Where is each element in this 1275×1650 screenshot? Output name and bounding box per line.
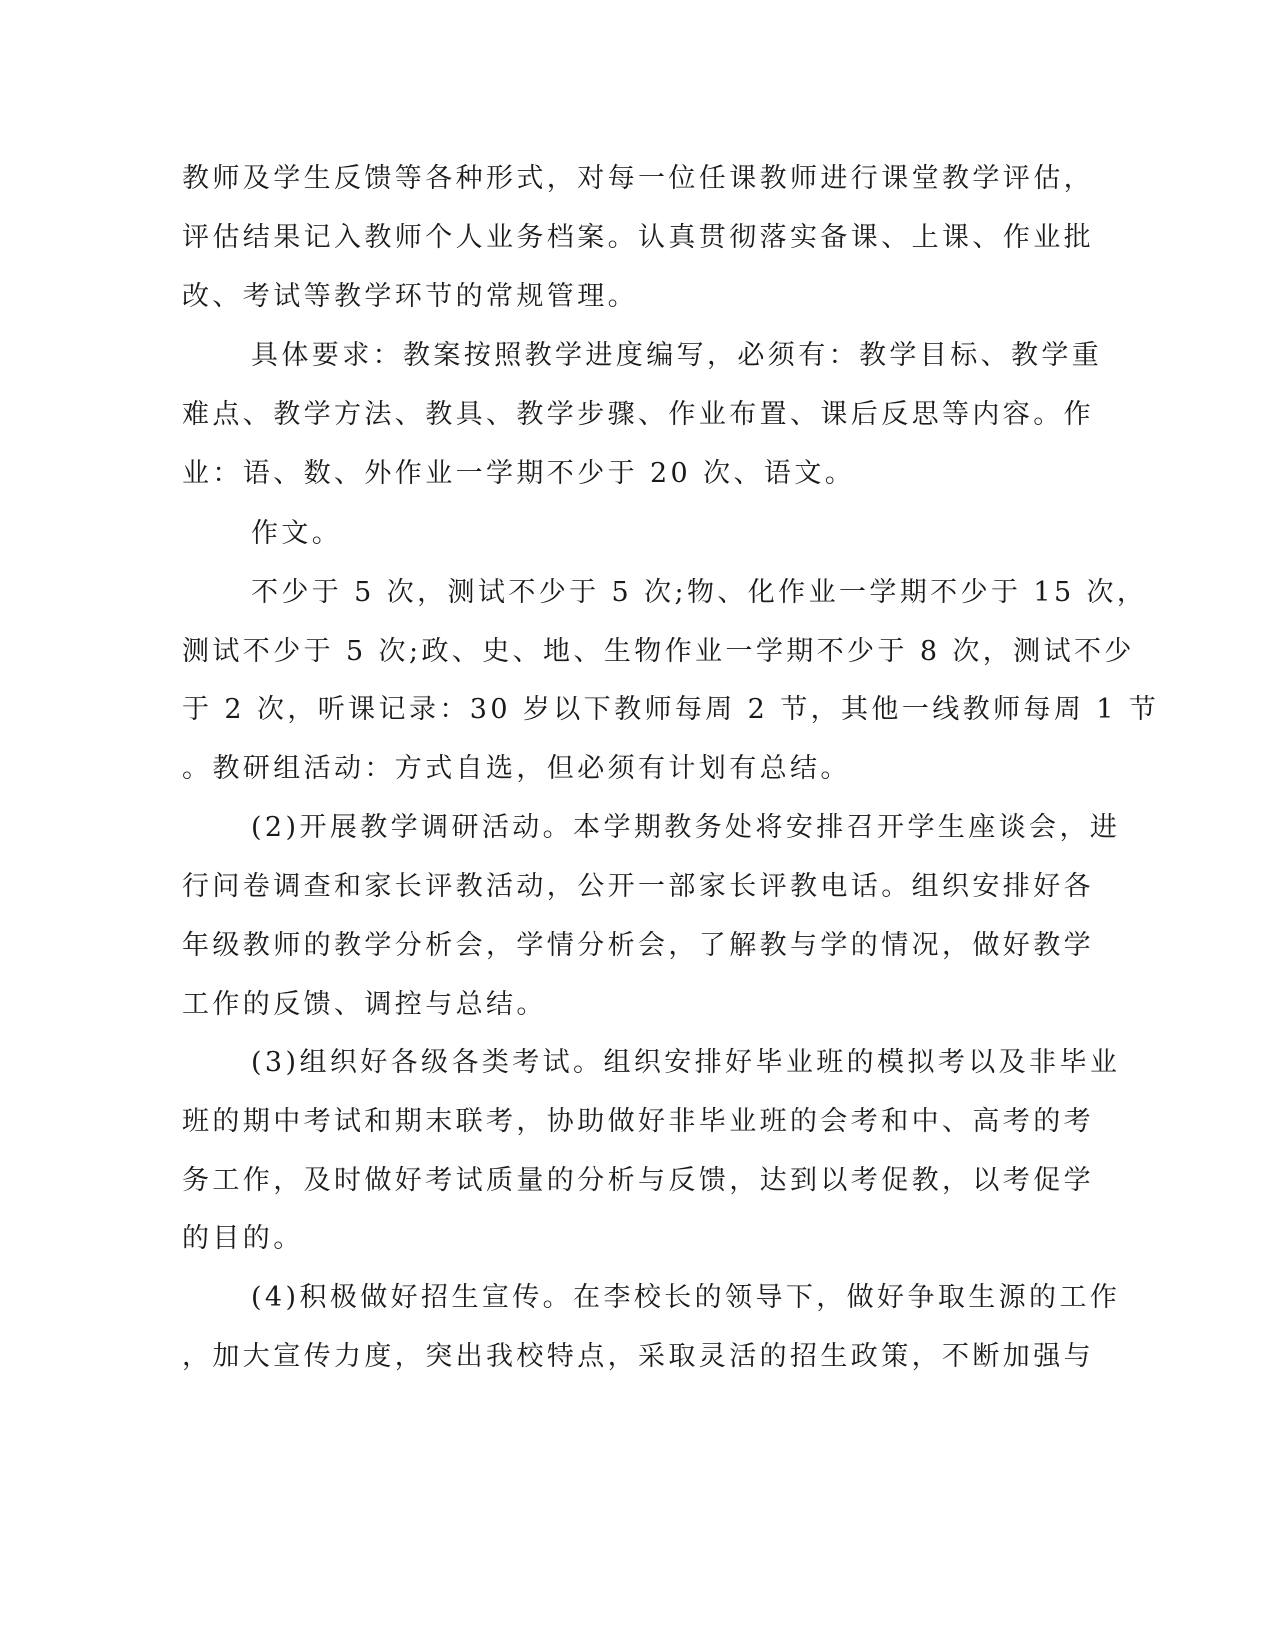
text-line: (2)开展教学调研活动。本学期教务处将安排召开学生座谈会，进: [251, 812, 1121, 843]
text-line: 难点、教学方法、教具、教学步骤、作业布置、课后反思等内容。作: [182, 399, 1094, 430]
text-line: 业：语、数、外作业一学期不少于 20 次、语文。: [182, 458, 856, 489]
text-line: 年级教师的教学分析会，学情分析会，了解教与学的情况，做好教学: [182, 930, 1094, 961]
text-line: 具体要求：教案按照教学进度编写，必须有：教学目标、教学重: [251, 340, 1103, 371]
text-line: 于 2 次，听课记录：30 岁以下教师每周 2 节，其他一线教师每周 1 节: [182, 694, 1160, 725]
text-line: 改、考试等教学环节的常规管理。: [182, 281, 638, 312]
text-line: 作文。: [251, 518, 343, 549]
text-line: 不少于 5 次，测试不少于 5 次;物、化作业一学期不少于 15 次，: [251, 577, 1148, 608]
text-line: 评估结果记入教师个人业务档案。认真贯彻落实备课、上课、作业批: [182, 222, 1094, 253]
text-line: 工作的反馈、调控与总结。: [182, 989, 547, 1020]
text-line: (3)组织好各级各类考试。组织安排好毕业班的模拟考以及非毕业: [251, 1047, 1121, 1078]
text-line: 班的期中考试和期末联考，协助做好非毕业班的会考和中、高考的考: [182, 1106, 1094, 1137]
text-line: 。教研组活动：方式自选，但必须有计划有总结。: [182, 753, 851, 784]
text-line: 测试不少于 5 次;政、史、地、生物作业一学期不少于 8 次，测试不少: [182, 636, 1135, 667]
text-line: (4)积极做好招生宣传。在李校长的领导下，做好争取生源的工作: [251, 1282, 1121, 1313]
text-line: 行问卷调查和家长评教活动，公开一部家长评教电话。组织安排好各: [182, 871, 1094, 902]
text-line: ，加大宣传力度，突出我校特点，采取灵活的招生政策，不断加强与: [182, 1341, 1094, 1372]
text-line: 务工作，及时做好考试质量的分析与反馈，达到以考促教，以考促学: [182, 1165, 1094, 1196]
text-line: 的目的。: [182, 1223, 304, 1254]
text-line: 教师及学生反馈等各种形式，对每一位任课教师进行课堂教学评估，: [182, 163, 1094, 194]
